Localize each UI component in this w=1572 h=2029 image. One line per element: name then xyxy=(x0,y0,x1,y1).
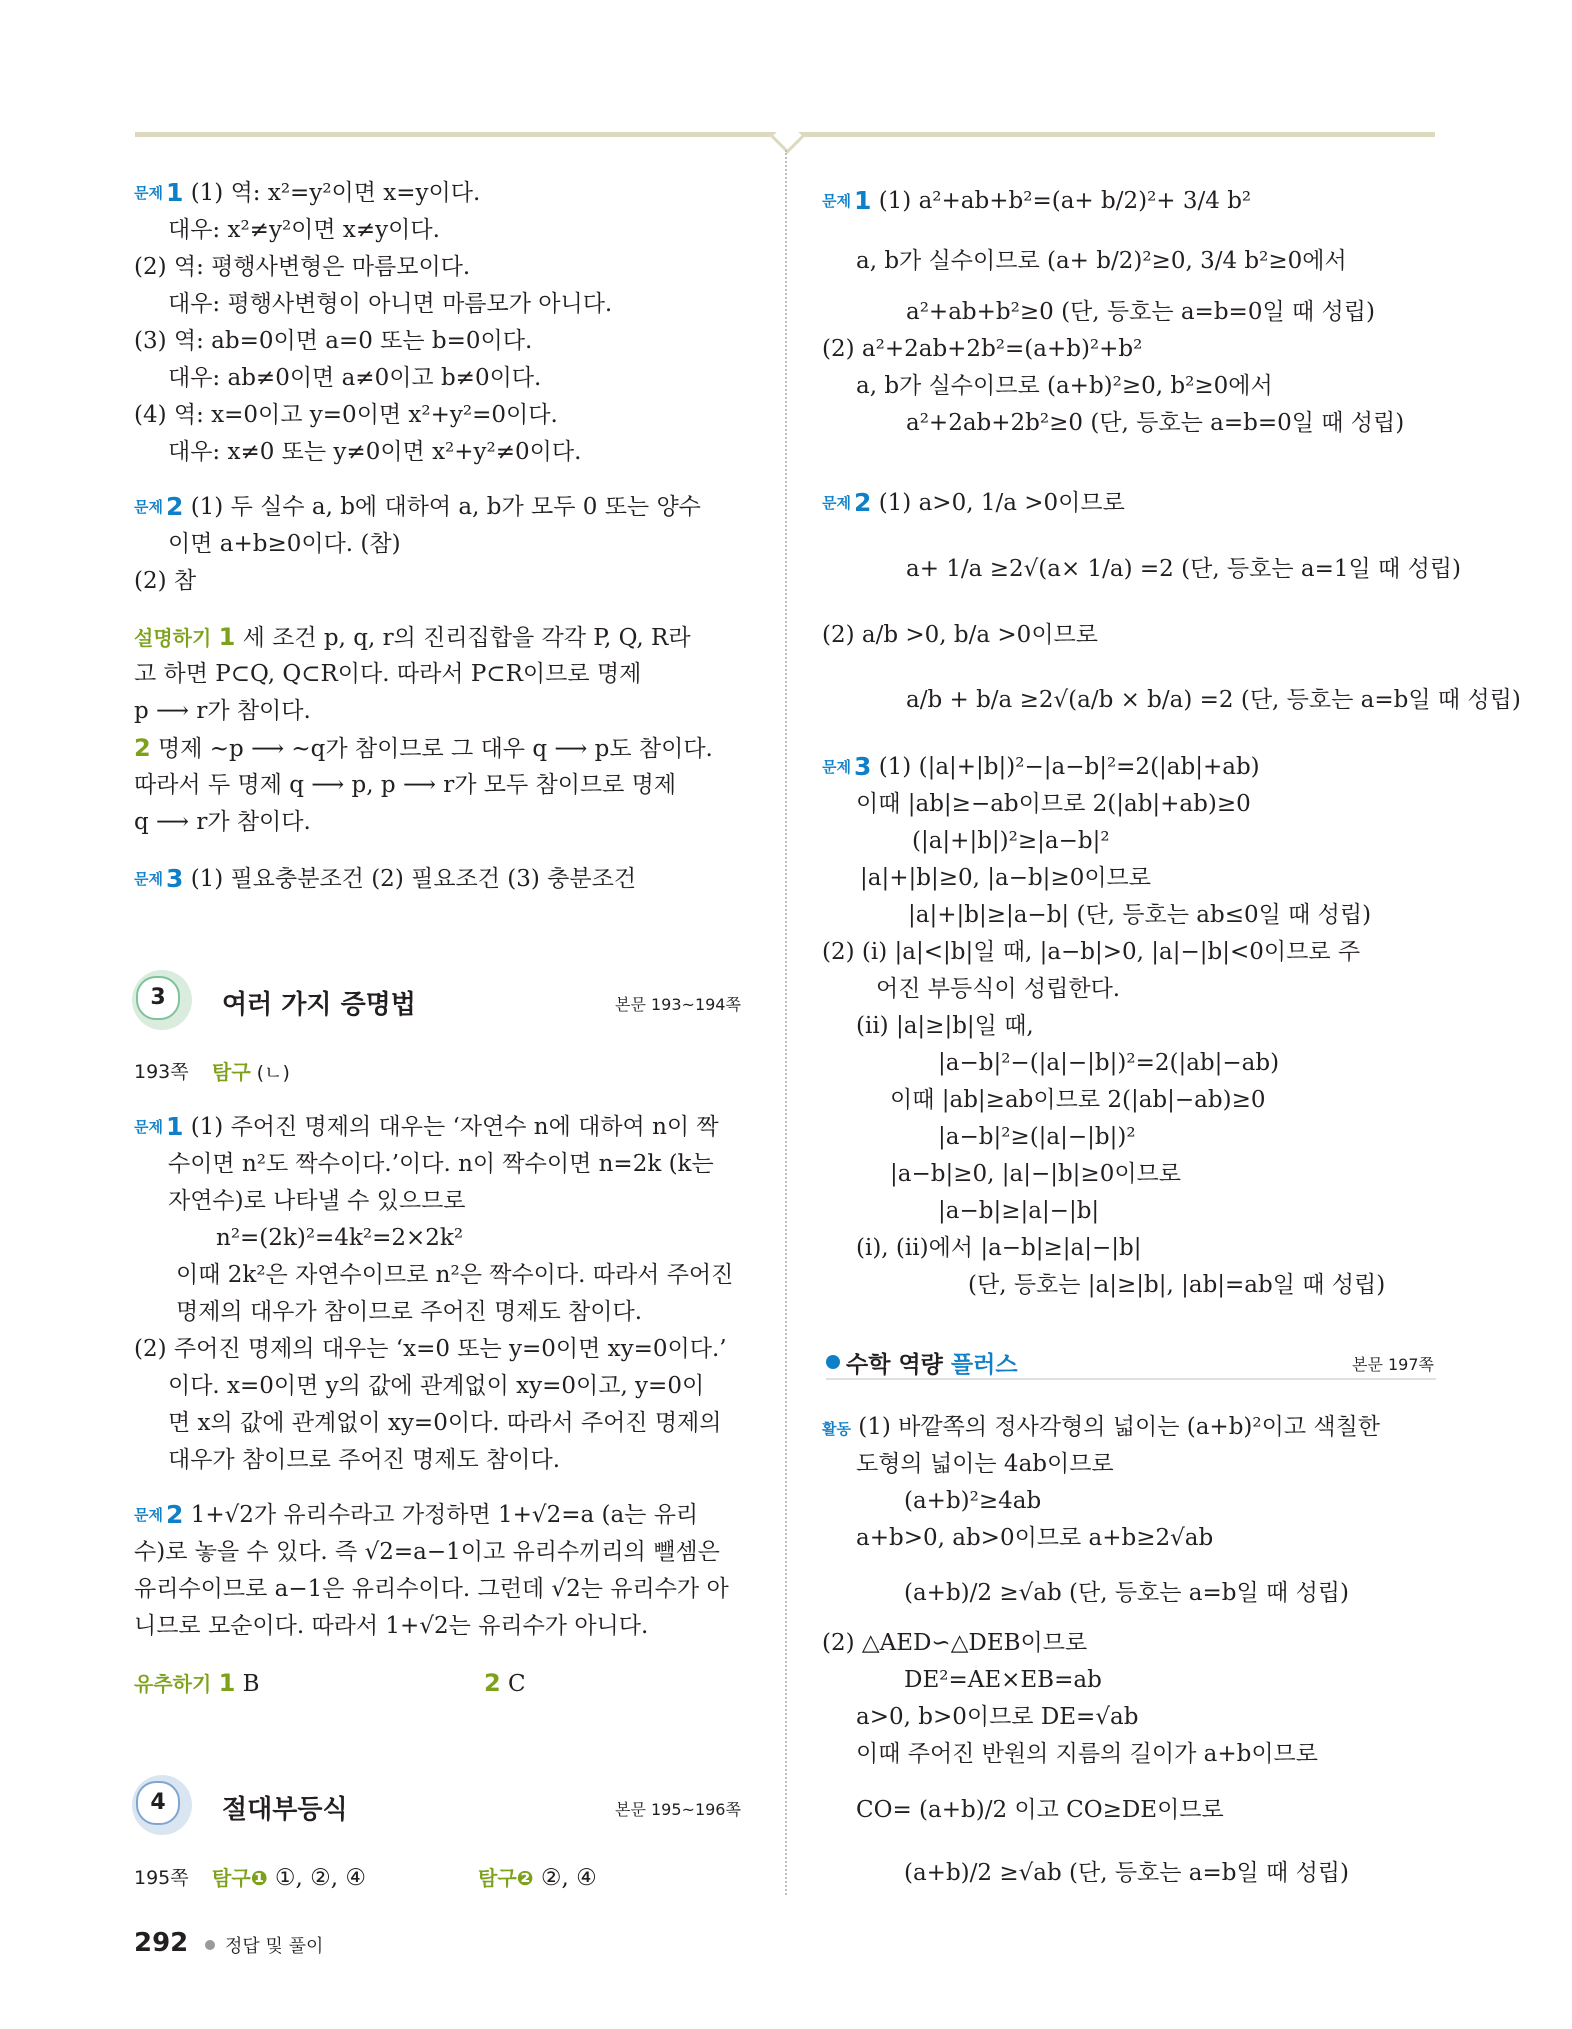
answer-line: a, b가 실수이므로 (a+b)²≥0, b²≥0에서 xyxy=(856,373,1273,399)
answer-line: 대우: 평행사변형이 아니면 마름모가 아니다. xyxy=(168,291,613,317)
answer-line: a²+ab+b²≥0 (단, 등호는 a=b=0일 때 성립) xyxy=(906,299,1375,325)
answer-line: 활동 (1) 바깥쪽의 정사각형의 넓이는 (a+b)²이고 색칠한 xyxy=(822,1414,1381,1440)
answer-line: 문제 1 (1) a²+ab+b²=(a+ b/2)²+ 3/4 b² xyxy=(822,186,1252,215)
answer-line: 문제 2 (1) 두 실수 a, b에 대하여 a, b가 모두 0 또는 양수 xyxy=(134,492,701,521)
answer-line: (2) 주어진 명제의 대우는 ‘x=0 또는 y=0이면 xy=0이다.’ xyxy=(134,1336,727,1362)
answer-line: 문제 2 1+√2가 유리수라고 가정하면 1+√2=a (a는 유리 xyxy=(134,1500,699,1529)
plus-underline xyxy=(826,1378,1436,1380)
answer-line: 설명하기 1 세 조건 p, q, r의 진리집합을 각각 P, Q, R라 xyxy=(134,623,691,651)
answer-line: 고 하면 P⊂Q, Q⊂R이다. 따라서 P⊂R이므로 명제 xyxy=(134,661,642,687)
footer-label: 정답 및 풀이 xyxy=(225,1936,324,1957)
explore-label: 탐구❶ xyxy=(212,1866,268,1890)
explore-label: 탐구❷ xyxy=(478,1866,534,1890)
answer-line: (2) (i) |a|<|b|일 때, |a−b|>0, |a|−|b|<0이므로 주 xyxy=(822,939,1361,965)
section-number: 4 xyxy=(136,1781,180,1825)
answer-line: (a+b)/2 ≥√ab (단, 등호는 a=b일 때 성립) xyxy=(904,1860,1349,1886)
section-page-ref: 본문 195~196쪽 xyxy=(615,1800,741,1819)
answer-line: (4) 역: x=0이고 y=0이면 x²+y²=0이다. xyxy=(134,402,558,428)
answer-line: 문제 3 (1) 필요충분조건 (2) 필요조건 (3) 충분조건 xyxy=(134,864,637,893)
problem-label: 문제 2 xyxy=(822,488,872,517)
answer-line: 명제의 대우가 참이므로 주어진 명제도 참이다. xyxy=(176,1299,643,1325)
answer-line: 도형의 넓이는 4ab이므로 xyxy=(856,1451,1114,1477)
answer-line: a>0, b>0이므로 DE=√ab xyxy=(856,1704,1139,1730)
answer-line: 유리수이므로 a−1은 유리수이다. 그런데 √2는 유리수가 아 xyxy=(134,1576,729,1602)
answer-line: (a+b)²≥4ab xyxy=(904,1488,1042,1514)
answer-line: (ii) |a|≥|b|일 때, xyxy=(856,1013,1034,1039)
answer-line: 이때 주어진 반원의 지름의 길이가 a+b이므로 xyxy=(856,1741,1318,1767)
answer-line: CO= (a+b)/2 이고 CO≥DE이므로 xyxy=(856,1797,1224,1823)
answer-line: a+ 1/a ≥2√(a× 1/a) =2 (단, 등호는 a=1일 때 성립) xyxy=(906,556,1461,582)
answer-line: 자연수)로 나타낼 수 있으므로 xyxy=(168,1188,466,1214)
answer-line: 문제 1 (1) 역: x²=y²이면 x=y이다. xyxy=(134,178,481,207)
footer-bullet-icon xyxy=(205,1940,215,1950)
answer-line: 유추하기 1 B xyxy=(134,1669,260,1697)
answer-line: 2 C xyxy=(484,1669,526,1697)
problem-label: 문제 2 xyxy=(134,492,184,521)
answer-line: |a|+|b|≥0, |a−b|≥0이므로 xyxy=(860,865,1151,891)
answer-line: (2) △AED∽△DEB이므로 xyxy=(822,1630,1088,1656)
answer-line: (i), (ii)에서 |a−b|≥|a|−|b| xyxy=(856,1235,1142,1261)
column-divider xyxy=(785,150,787,1895)
answer-line: (단, 등호는 |a|≥|b|, |ab|=ab일 때 성립) xyxy=(968,1272,1386,1298)
problem-label: 문제 1 xyxy=(134,1112,184,1141)
explore-label: 탐구 xyxy=(212,1060,251,1084)
answer-line: (|a|+|b|)²≥|a−b|² xyxy=(912,828,1110,854)
answer-line: DE²=AE×EB=ab xyxy=(904,1667,1102,1693)
section-title: 여러 가지 증명법 xyxy=(222,990,416,1020)
answer-line: (2) a²+2ab+2b²=(a+b)²+b² xyxy=(822,336,1143,362)
answer-line: 이다. x=0이면 y의 값에 관계없이 xy=0이고, y=0이 xyxy=(168,1373,705,1399)
problem-label: 문제 2 xyxy=(134,1500,184,1529)
section-page-ref: 본문 193~194쪽 xyxy=(615,995,741,1014)
answer-line: 문제 3 (1) (|a|+|b|)²−|a−b|²=2(|ab|+ab) xyxy=(822,752,1260,781)
explore-line: 탐구❶ ①, ②, ④ xyxy=(212,1865,366,1891)
answer-line: q ⟶ r가 참이다. xyxy=(134,809,311,835)
answer-line: |a−b|≥|a|−|b| xyxy=(938,1198,1100,1224)
answer-line: 따라서 두 명제 q ⟶ p, p ⟶ r가 모두 참이므로 명제 xyxy=(134,772,677,798)
section-page-ref: 본문 197쪽 xyxy=(1352,1355,1434,1374)
answer-line: 수이면 n²도 짝수이다.’이다. n이 짝수이면 n=2k (k는 xyxy=(168,1151,714,1177)
answer-line: (2) a/b >0, b/a >0이므로 xyxy=(822,622,1098,648)
answer-line: a, b가 실수이므로 (a+ b/2)²≥0, 3/4 b²≥0에서 xyxy=(856,248,1347,274)
answer-line: |a−b|²≥(|a|−|b|)² xyxy=(938,1124,1136,1150)
explore-line: 탐구 (ㄴ) xyxy=(212,1057,290,1088)
answer-line: a²+2ab+2b²≥0 (단, 등호는 a=b=0일 때 성립) xyxy=(906,410,1405,436)
answer-line: n²=(2k)²=4k²=2×2k² xyxy=(216,1225,464,1251)
top-rule-notch xyxy=(771,121,804,154)
answer-line: 2 명제 ~p ⟶ ~q가 참이므로 그 대우 q ⟶ p도 참이다. xyxy=(134,734,713,762)
problem-label: 문제 3 xyxy=(134,864,184,893)
page-number: 292 xyxy=(134,1928,189,1958)
answer-line: 니므로 모순이다. 따라서 1+√2는 유리수가 아니다. xyxy=(134,1613,649,1639)
answer-line: p ⟶ r가 참이다. xyxy=(134,698,311,724)
answer-line: 이때 |ab|≥−ab이므로 2(|ab|+ab)≥0 xyxy=(856,791,1251,817)
plus-title: 수학 역량 플러스 xyxy=(846,1352,1018,1378)
explain-label: 설명하기 xyxy=(134,626,212,650)
answer-line: (3) 역: ab=0이면 a=0 또는 b=0이다. xyxy=(134,328,533,354)
page-ref: 195쪽 xyxy=(134,1867,189,1889)
answer-line: 면 x의 값에 관계없이 xy=0이다. 따라서 주어진 명제의 xyxy=(168,1410,722,1436)
answer-line: |a|+|b|≥|a−b| (단, 등호는 ab≤0일 때 성립) xyxy=(908,902,1372,928)
section-badge xyxy=(132,970,192,1030)
problem-label: 문제 1 xyxy=(134,178,184,207)
answer-line: (2) 역: 평행사변형은 마름모이다. xyxy=(134,254,471,280)
answer-line: 수)로 놓을 수 있다. 즉 √2=a−1이고 유리수끼리의 뺄셈은 xyxy=(134,1539,720,1565)
answer-line: 문제 1 (1) 주어진 명제의 대우는 ‘자연수 n에 대하여 n이 짝 xyxy=(134,1112,719,1141)
answer-line: 이면 a+b≥0이다. (참) xyxy=(168,531,401,557)
problem-label: 문제 1 xyxy=(822,186,872,215)
bullet-icon xyxy=(826,1355,840,1369)
answer-line: 문제 2 (1) a>0, 1/a >0이므로 xyxy=(822,488,1125,517)
answer-line: 대우: x²≠y²이면 x≠y이다. xyxy=(168,217,440,243)
answer-line: |a−b|≥0, |a|−|b|≥0이므로 xyxy=(890,1161,1181,1187)
answer-line: 대우: ab≠0이면 a≠0이고 b≠0이다. xyxy=(168,365,542,391)
answer-line: a+b>0, ab>0이므로 a+b≥2√ab xyxy=(856,1525,1214,1551)
page-ref: 193쪽 xyxy=(134,1061,189,1083)
answer-line: 대우: x≠0 또는 y≠0이면 x²+y²≠0이다. xyxy=(168,439,582,465)
activity-label: 활동 xyxy=(822,1420,851,1438)
infer-label: 유추하기 xyxy=(134,1672,212,1696)
answer-line: (2) 참 xyxy=(134,568,197,594)
answer-line: |a−b|²−(|a|−|b|)²=2(|ab|−ab) xyxy=(938,1050,1280,1076)
answer-line: 이때 |ab|≥ab이므로 2(|ab|−ab)≥0 xyxy=(890,1087,1266,1113)
answer-line: (a+b)/2 ≥√ab (단, 등호는 a=b일 때 성립) xyxy=(904,1580,1349,1606)
answer-line: 대우가 참이므로 주어진 명제도 참이다. xyxy=(168,1447,561,1473)
explore-line: 탐구❷ ②, ④ xyxy=(478,1865,597,1891)
answer-line: 어진 부등식이 성립한다. xyxy=(876,976,1121,1002)
section-title: 절대부등식 xyxy=(222,1795,348,1825)
answer-line: 이때 2k²은 자연수이므로 n²은 짝수이다. 따라서 주어진 xyxy=(176,1262,734,1288)
section-number: 3 xyxy=(136,976,180,1020)
section-badge xyxy=(132,1775,192,1835)
answer-line: a/b + b/a ≥2√(a/b × b/a) =2 (단, 등호는 a=b일 때 성립) xyxy=(906,687,1521,713)
problem-label: 문제 3 xyxy=(822,752,872,781)
